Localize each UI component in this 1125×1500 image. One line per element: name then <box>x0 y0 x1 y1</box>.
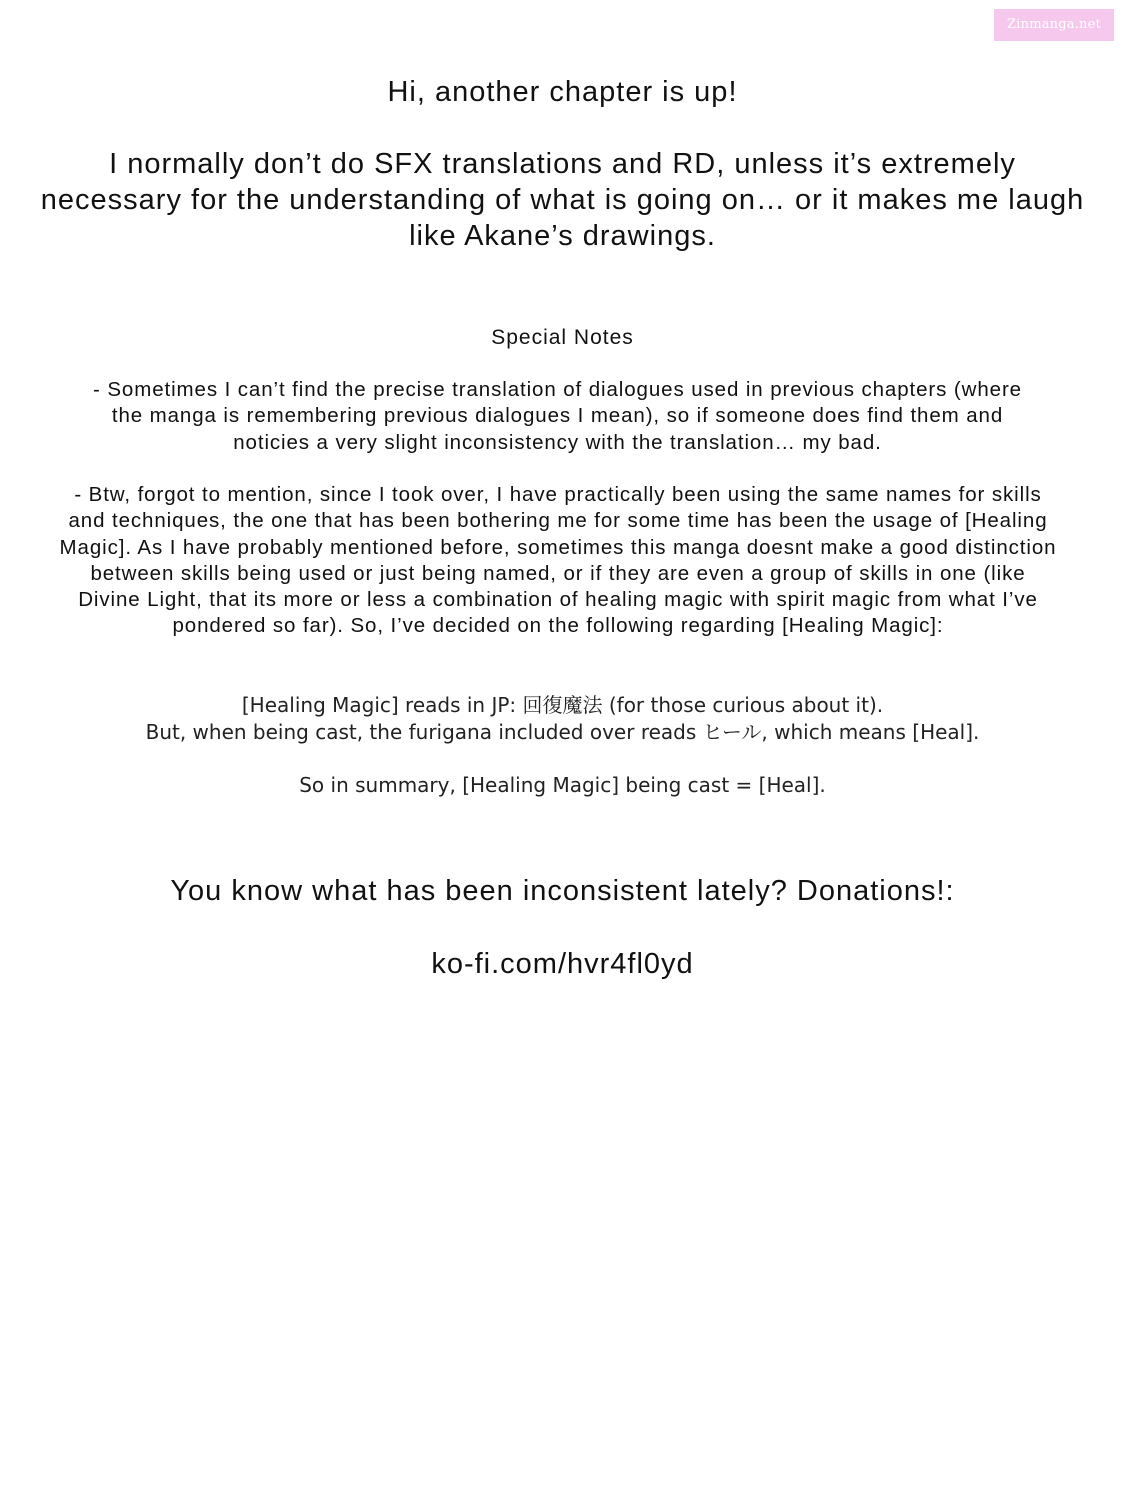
greeting-text: Hi, another chapter is up! <box>387 76 738 108</box>
healing-magic-summary: So in summary, [Healing Magic] being cast = [Heal]. <box>299 773 826 797</box>
special-note-2: - Btw, forgot to mention, since I took over, I have practically been using the same names for skills and techniques, the one that has been bothering me for some time has been the usage of [Healing Magic]. As I have probably mentioned before, sometimes this manga doesnt make a good distinction between skills being used or just being named, or if they are even a group of skills in one (like Divine Light, that its more or less a combination of healing magic with spirit magic from what I’ve pondered so far). So, I’ve decided on the following regarding [Healing Magic]: <box>59 483 1057 638</box>
donation-text: You know what has been inconsistent lately? Donations!: <box>170 875 955 907</box>
healing-magic-reading: [Healing Magic] reads in JP: 回復魔法 (for those curious about it). <box>241 693 884 717</box>
watermark-logo: Zinmanga.net <box>994 9 1114 41</box>
kofi-link[interactable]: ko-fi.com/hvr4fl0yd <box>431 948 694 980</box>
healing-magic-furigana: But, when being cast, the furigana included over reads ヒール, which means [Heal]. <box>145 720 980 744</box>
special-notes-title: Special Notes <box>491 326 634 349</box>
special-note-1: - Sometimes I can’t find the precise translation of dialogues used in previous chapters (where the manga is remembering previous dialogues I mean), so if someone does find them and noticies a very slight inconsistency with the translation… my bad. <box>93 378 1022 454</box>
intro-text: I normally don’t do SFX translations and RD, unless it’s extremely necessary for the understanding of what is going on… or it makes me laugh like Akane’s drawings. <box>40 148 1085 252</box>
